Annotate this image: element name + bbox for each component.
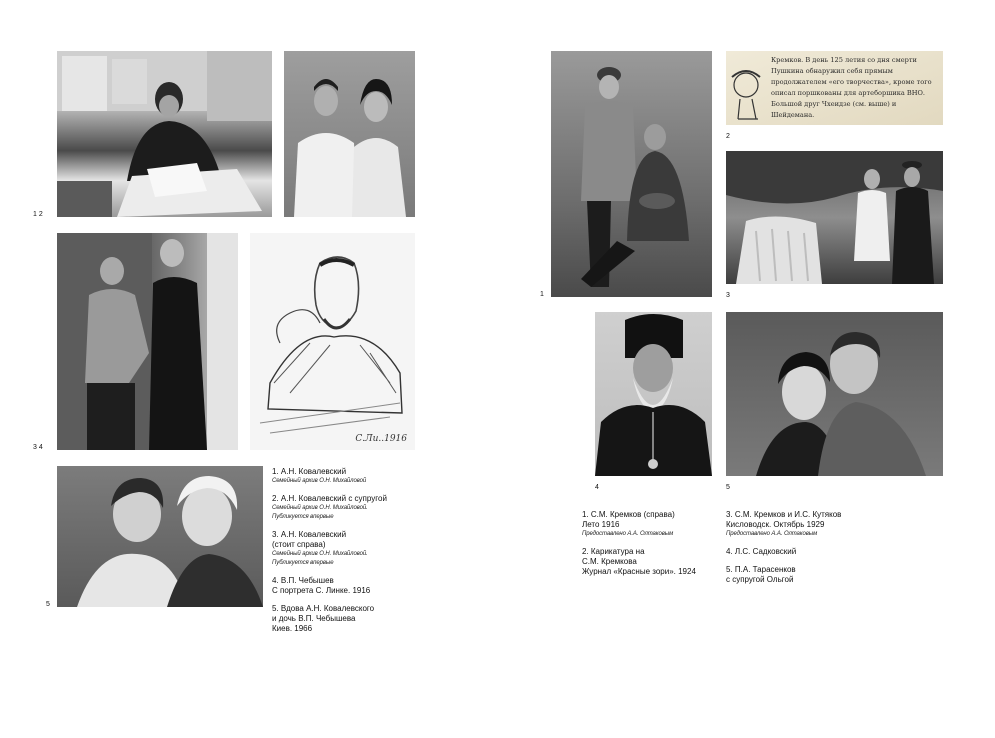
caption-line: Журнал «Красные зори». 1924 (582, 567, 696, 576)
caption-line: Кисловодск. Октябрь 1929 (726, 520, 825, 529)
caption-3 (726, 510, 926, 539)
caption-title: 5. Вдова А.Н. Ковалевского (272, 604, 375, 613)
photo-numbers-middle: 3 4 (33, 444, 43, 451)
photo-number-bottom: 5 (46, 601, 50, 608)
caption-title: 3. А.Н. Ковалевский (272, 530, 347, 539)
caption-3 (272, 530, 472, 568)
couple-portrait-icon (284, 51, 415, 217)
photo-number-2: 2 (726, 133, 730, 140)
photo-kovalevsky-standing (57, 233, 238, 450)
photo-kremkov-kutyakov (726, 151, 943, 284)
waterfall-scene-icon (726, 151, 943, 284)
caption-title: 5. П.А. Тарасенков (726, 565, 796, 574)
priest-portrait-icon (595, 312, 712, 476)
two-officers-icon (57, 233, 238, 450)
caption-5 (272, 604, 472, 634)
caption-line: Лето 1916 (582, 520, 620, 529)
desk-scene-icon (57, 51, 272, 217)
caption-title: 4. В.П. Чебышев (272, 576, 334, 585)
photo-kovalevsky-with-wife (284, 51, 415, 217)
right-page (497, 0, 995, 738)
caption-source: Семейный архив О.Н. Михайловой (272, 478, 367, 484)
pencil-sketch-icon (250, 233, 415, 450)
right-captions-right (726, 510, 926, 593)
photo-kovalevsky-at-desk (57, 51, 272, 217)
caption-5 (726, 565, 926, 585)
caption-1 (272, 467, 472, 486)
caricature-text: Кремков. В день 125 летия со дня смерти Пушкина обнаружил себя прямым продолжателем «его творчества», кроме того описал поршкованы для артеборшика ВНО. Большой друг Чхеидзе (см. выше) и Шейдемана. (771, 56, 932, 119)
caption-line: и дочь В.П. Чебышева (272, 614, 356, 623)
caption-2 (272, 494, 472, 522)
photo-numbers-top: 1 2 (33, 211, 43, 218)
photo-number-5: 5 (726, 484, 730, 491)
caption-line: с супругой Ольгой (726, 575, 794, 584)
caption-title: 1. С.М. Кремков (справа) (582, 510, 675, 519)
caption-line: С.М. Кремкова (582, 557, 637, 566)
photo-number-4: 4 (595, 484, 599, 491)
couple-portrait-icon (726, 312, 943, 476)
caption-line: Киев. 1966 (272, 624, 313, 633)
caption-4 (726, 547, 926, 557)
caption-title: 3. С.М. Кремков и И.С. Кутяков (726, 510, 842, 519)
sketch-chebyshev (250, 233, 415, 450)
photo-tarasenkov-with-wife (726, 312, 943, 476)
two-women-icon (57, 466, 263, 607)
right-captions-left (582, 510, 712, 585)
caption-source: Публикуется впервые (272, 514, 334, 520)
sketch-signature: С.Ли..1916 (355, 434, 407, 444)
caption-source: Предоставлено А.А. Олтаковым (726, 531, 818, 537)
photo-number-1: 1 (540, 291, 544, 298)
left-page (0, 0, 497, 738)
caption-source: Предоставлено А.А. Олтаковым (582, 531, 674, 537)
caption-line: С портрета С. Линке. 1916 (272, 586, 371, 595)
two-soldiers-icon (551, 51, 712, 297)
photo-number-3: 3 (726, 292, 730, 299)
caption-title: 2. А.Н. Ковалевский с супругой (272, 494, 387, 503)
caption-title: 4. Л.С. Садковский (726, 547, 797, 556)
photo-sadkovsky (595, 312, 712, 476)
caption-line: (стоит справа) (272, 540, 326, 549)
caption-2 (582, 547, 712, 577)
caption-source: Семейный архив О.Н. Михайловой. (272, 551, 368, 557)
caption-source: Публикуется впервые (272, 560, 334, 566)
caricature-clipping (726, 51, 943, 125)
caption-4 (272, 576, 472, 596)
photo-widow-and-daughter (57, 466, 263, 607)
left-captions (272, 467, 472, 642)
caption-1 (582, 510, 712, 539)
caption-title: 1. А.Н. Ковалевский (272, 467, 347, 476)
caption-source: Семейный архив О.Н. Михайловой. (272, 505, 368, 511)
caption-title: 2. Карикатура на (582, 547, 645, 556)
photo-kremkov-summer-1916 (551, 51, 712, 297)
